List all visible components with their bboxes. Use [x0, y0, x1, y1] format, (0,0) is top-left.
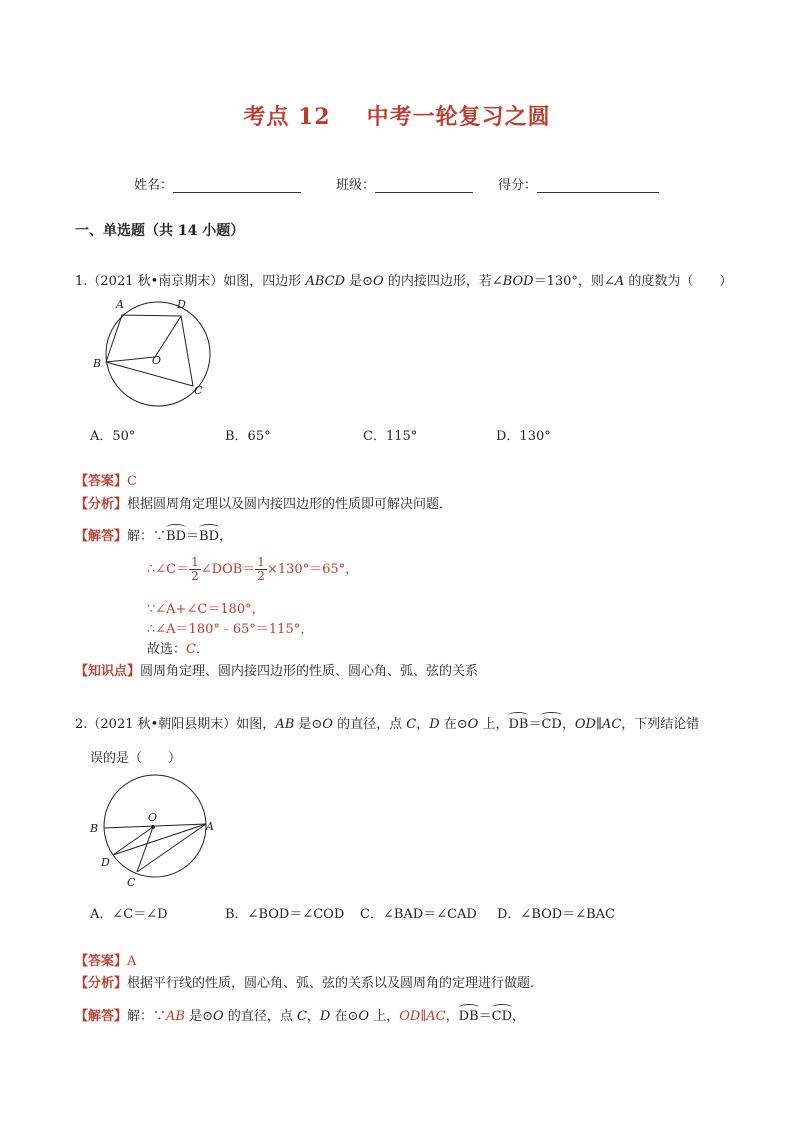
- q1-solution-line-3: ∴∠A＝180°﹣65°＝115°，: [147, 622, 314, 637]
- label-o: O: [152, 354, 162, 367]
- quadrilateral-abcd: [106, 315, 193, 386]
- q1-option-b[interactable]: B．65°: [225, 429, 271, 444]
- diameter-ab: [104, 824, 206, 828]
- label-a: A: [116, 298, 124, 311]
- score-label: 得分：: [498, 178, 538, 193]
- page-title: [0, 100, 794, 131]
- question-2-stem: 2.（2021 秋•朝阳县期末）如图，AB 是⊙O 的直径，点 C，D 在⊙O 上，DB＝CD，OD∥AC，下列结论错: [75, 717, 700, 732]
- question-1-figure: [88, 292, 228, 412]
- name-label: 姓名：: [134, 178, 174, 193]
- center-point: [151, 825, 155, 829]
- label-d: D: [177, 298, 186, 311]
- q1-solution-line-2: ∵∠A+∠C＝180°，: [147, 602, 265, 617]
- name-field[interactable]: [134, 174, 301, 193]
- segment-ob: [106, 357, 155, 362]
- label-b: B: [93, 357, 102, 370]
- q2-option-d[interactable]: D．∠BOD＝∠BAC: [497, 907, 615, 922]
- question-1-stem: 1.（2021 秋•南京期末）如图，四边形 ABCD 是⊙O 的内接四边形，若∠BOD＝130°，则∠A 的度数为（ ）: [75, 274, 733, 289]
- q1-analysis: 【分析】根据圆周角定理以及圆内接四边形的性质即可解决问题．: [75, 497, 453, 512]
- class-field[interactable]: [336, 174, 473, 193]
- label-a: A: [206, 820, 214, 833]
- label-c: C: [194, 384, 203, 397]
- q1-solution-line-1: ∴∠C＝ $\frac{1}{2}$ ∠DOB＝ $\frac{1}{2}$ ×130°＝65°，: [147, 555, 359, 583]
- q2-answer: 【答案】A: [75, 954, 137, 969]
- class-blank[interactable]: [375, 180, 473, 193]
- label-o: O: [148, 811, 158, 824]
- q2-solution: 【解答】解：∵AB 是⊙O 的直径，点 C，D 在⊙O 上，OD∥AC，DB＝CD，: [75, 1009, 526, 1024]
- q1-answer: 【答案】C: [75, 474, 137, 489]
- q1-knowledge: 【知识点】圆周角定理、圆内接四边形的性质、圆心角、弧、弦的关系: [75, 664, 479, 679]
- q1-option-a[interactable]: A．50°: [90, 429, 136, 444]
- class-label: 班级：: [336, 178, 376, 193]
- question-2-figure: [85, 772, 225, 892]
- name-blank[interactable]: [173, 180, 301, 193]
- q2-option-b[interactable]: B．∠BOD＝∠COD: [225, 907, 345, 922]
- title-topic-name: 中考一轮复习之圆: [366, 104, 551, 130]
- q1-solution-intro: 【解答】解：∵BD＝BD，: [75, 529, 233, 544]
- segment-od: [155, 316, 181, 357]
- q2-option-a[interactable]: A．∠C＝∠D: [90, 907, 168, 922]
- segment-od: [113, 827, 153, 855]
- score-blank[interactable]: [537, 180, 659, 193]
- score-field[interactable]: [498, 174, 659, 193]
- title-topic-number: 考点 12: [243, 104, 331, 130]
- question-2-stem-cont: 误的是（ ）: [90, 751, 182, 766]
- label-b: B: [90, 822, 99, 835]
- q1-option-d[interactable]: D．130°: [496, 429, 551, 444]
- segment-ad: [113, 824, 206, 855]
- q1-solution-line-4: 故选：C．: [147, 642, 209, 657]
- segment-oc: [137, 827, 153, 872]
- label-d: D: [101, 856, 110, 869]
- section-heading: 一、单选题（共 14 小题）: [75, 223, 245, 239]
- q2-option-c[interactable]: C．∠BAD＝∠CAD: [360, 907, 477, 922]
- q1-option-c[interactable]: C．115°: [363, 429, 418, 444]
- q2-analysis: 【分析】根据平行线的性质，圆心角、弧、弦的关系以及圆周角的定理进行做题．: [75, 976, 544, 991]
- label-c: C: [127, 876, 136, 889]
